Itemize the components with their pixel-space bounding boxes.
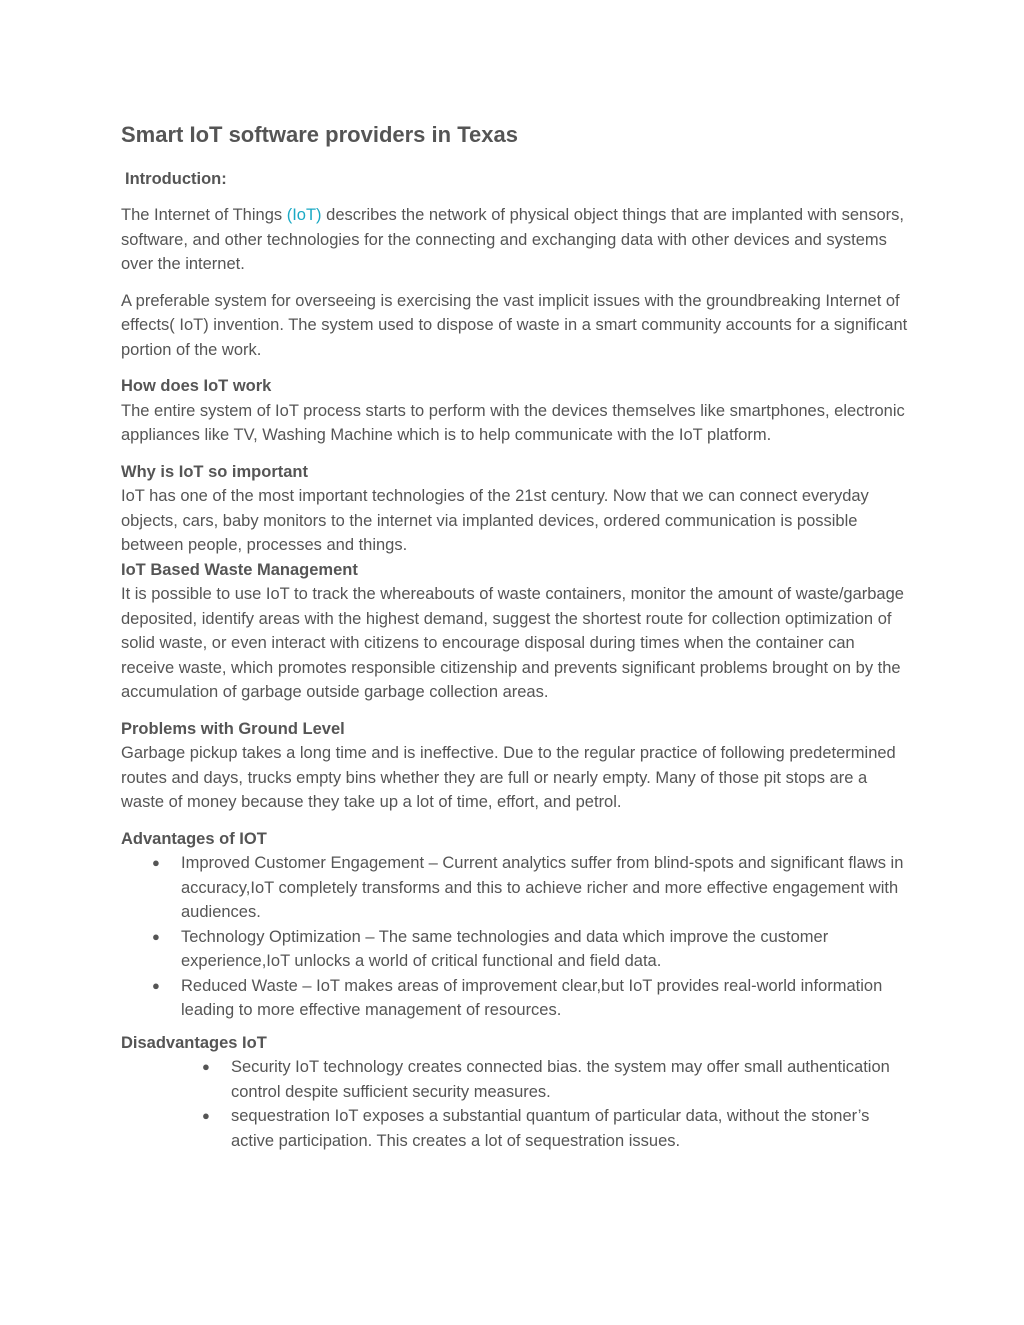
problems-heading: Problems with Ground Level bbox=[121, 719, 345, 738]
how-section bbox=[121, 374, 911, 448]
list-item-text: Improved Customer Engagement – Current analytics suffer from blind-spots and significant flaws in accuracy,IoT completely transforms and this to achieve richer and more effective engagement with audiences. bbox=[181, 854, 904, 921]
iot-link[interactable]: (IoT) bbox=[286, 206, 322, 224]
advantages-list bbox=[121, 851, 911, 1023]
why-section bbox=[121, 460, 911, 558]
bullet-icon: ● bbox=[152, 977, 160, 993]
advantages-section bbox=[121, 827, 911, 1023]
list-item bbox=[121, 1055, 911, 1104]
how-text: The entire system of IoT process starts to perform with the devices themselves like smartphones, electronic appliances like TV, Washing Machine which is to help communicate with the IoT platform. bbox=[121, 401, 905, 444]
list-item bbox=[121, 851, 911, 925]
bullet-icon: ● bbox=[202, 1108, 210, 1123]
list-item-text: Technology Optimization – The same technologies and data which improve the customer experience,IoT unlocks a world of critical functional and field data. bbox=[181, 927, 829, 970]
how-heading: How does IoT work bbox=[121, 377, 272, 395]
list-item bbox=[121, 974, 911, 1023]
intro-p1-before: The Internet of Things bbox=[121, 206, 287, 224]
list-item-text: sequestration IoT exposes a substantial quantum of particular data, without the stoner’s active participation. This creates a lot of sequestration issues. bbox=[231, 1107, 870, 1150]
intro-heading: Introduction: bbox=[125, 170, 227, 188]
intro-p1-after: describes the network of physical object things that are implanted with sensors, software, and other technologies for the connecting and exchanging data with other devices and systems over the internet. bbox=[121, 206, 904, 273]
bullet-icon: ● bbox=[152, 855, 160, 870]
advantages-heading: Advantages of IOT bbox=[121, 829, 267, 848]
why-heading: Why is IoT so important bbox=[121, 462, 309, 481]
intro-paragraph-2: A preferable system for overseeing is exercising the vast implicit issues with the groundbreaking Internet of effects( IoT) invention. The system used to dispose of waste in a smart community accounts for a significant portion of the work. bbox=[121, 291, 908, 359]
waste-section bbox=[121, 558, 911, 705]
list-item-text: Security IoT technology creates connected bias. the system may offer small authentication control despite sufficient security measures. bbox=[231, 1058, 890, 1101]
list-item bbox=[121, 925, 911, 974]
disadvantages-heading: Disadvantages IoT bbox=[121, 1033, 267, 1052]
document-page bbox=[121, 121, 911, 1153]
bullet-icon: ● bbox=[152, 928, 160, 944]
list-item bbox=[121, 1104, 911, 1153]
problems-text: Garbage pickup takes a long time and is ineffective. Due to the regular practice of following predetermined routes and days, trucks empty bins whether they are full or nearly empty. Many of those pit stops are a waste of money because they take up a lot of time, effort, and petrol. bbox=[121, 744, 896, 811]
document-title: Smart IoT software providers in Texas bbox=[121, 122, 518, 147]
list-item-text: Reduced Waste – IoT makes areas of improvement clear,but IoT provides real-world information leading to more effective management of resources. bbox=[181, 976, 883, 1019]
why-text: IoT has one of the most important technologies of the 21st century. Now that we can connect everyday objects, cars, baby monitors to the internet via implanted devices, ordered communication is possible between people, processes and things. bbox=[121, 487, 869, 554]
disadvantages-list bbox=[121, 1055, 911, 1153]
intro-paragraph-1 bbox=[121, 203, 911, 277]
bullet-icon: ● bbox=[202, 1059, 210, 1074]
waste-heading: IoT Based Waste Management bbox=[121, 560, 358, 579]
disadvantages-section bbox=[121, 1031, 911, 1154]
waste-text: It is possible to use IoT to track the whereabouts of waste containers, monitor the amount of waste/garbage deposited, identify areas with the highest demand, suggest the shortest route for collection optimization of solid waste, or even interact with citizens to encourage disposal during times when the container can receive waste, which promotes responsible citizenship and prevents significant problems brought on by the accumulation of garbage outside garbage collection areas. bbox=[121, 585, 904, 701]
problems-section bbox=[121, 717, 911, 815]
